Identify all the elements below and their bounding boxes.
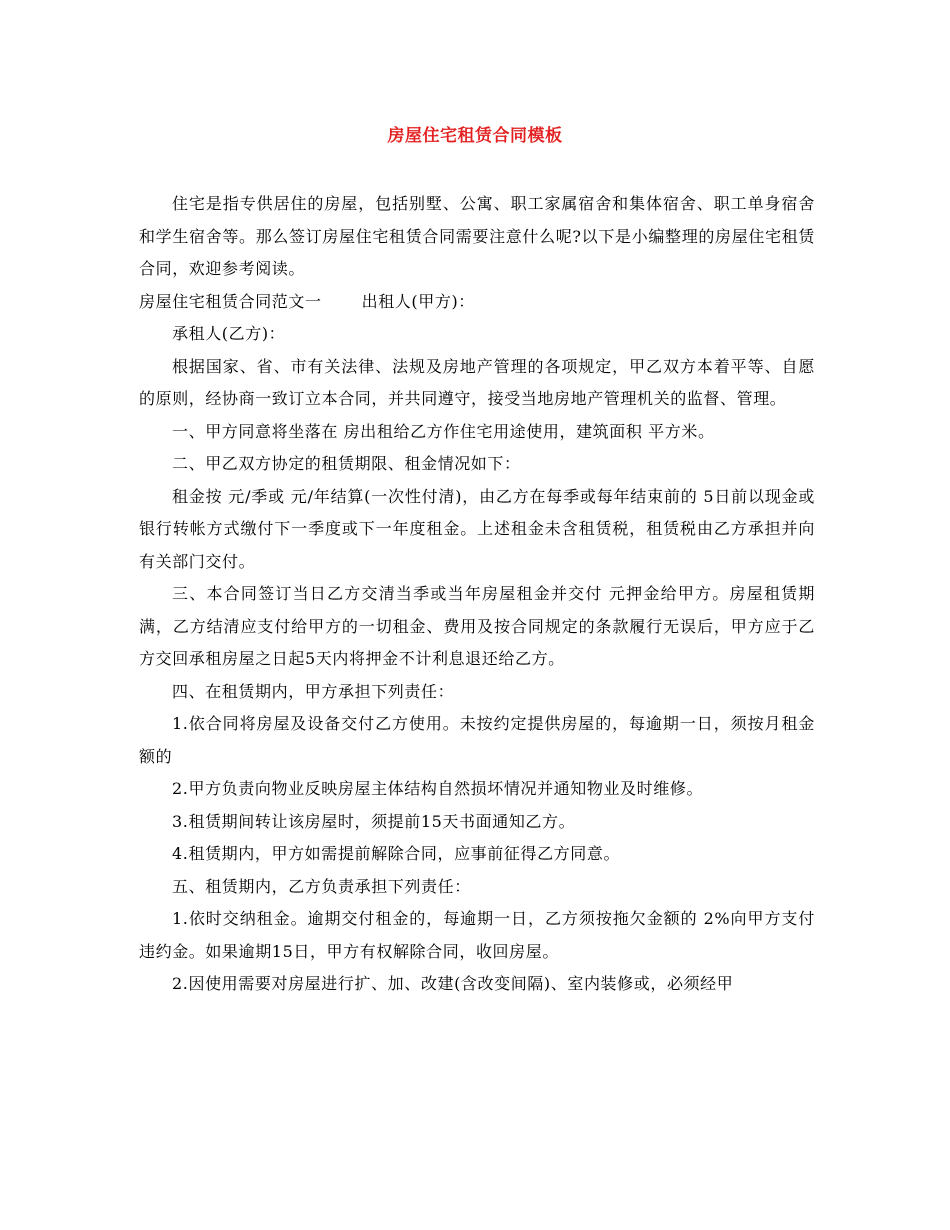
clause-4-item: 3.租赁期间转让该房屋时，须提前15天书面通知乙方。 [172,811,576,831]
preamble-paragraph: 根据国家、省、市有关法律、法规及房地产管理的各项规定，甲乙双方本着平等、自愿的原则，经协商一致订立本合同，并共同遵守，接受当地房地产管理机关的监督、管理。 [139,356,815,408]
clause-1: 一、甲方同意将坐落在 房出租给乙方作住宅用途使用，建筑面积 平方米。 [172,421,715,441]
clause-5: 五、租赁期内，乙方负责承担下列责任： [172,876,471,896]
lessor-label: 出租人(甲方)： [361,291,475,311]
clause-4-item: 4.租赁期内，甲方如需提前解除合同，应事前征得乙方同意。 [172,844,621,863]
sample-heading-line [139,286,815,319]
clause-2-detail: 租金按 元/季或 元/年结算(一次性付清)，由乙方在每季或每年结束前的 5日前以现金或银行转帐方式缴付下一季度或下一年度租金。上述租金未含租赁税，租赁税由乙方承担并向有关部门交付。 [139,486,815,571]
clause-4: 四、在租赁期内，甲方承担下列责任： [172,681,455,701]
clause-5-item: 2.因使用需要对房屋进行扩、加、改建(含改变间隔)、室内装修或，必须经甲 [172,974,734,993]
clause-4-item: 1.依合同将房屋及设备交付乙方使用。未按约定提供房屋的，每逾期一日，须按月租金额的 [139,714,815,766]
document-title: 房屋住宅租赁合同模板 [387,126,563,146]
clause-2: 二、甲乙双方协定的租赁期限、租金情况如下： [172,454,521,473]
document-body [139,188,815,1001]
sample-heading: 房屋住宅租赁合同范文一 [139,291,322,311]
clause-3: 三、本合同签订当日乙方交清当季或当年房屋租金并交付 元押金给甲方。房屋租赁期满，乙方结清应支付给甲方的一切租金、费用及按合同规定的条款履行无误后，甲方应于乙方交回承租房屋之日起5天内将押金不计利息退还给乙方。 [139,584,815,668]
clause-5-item: 1.依时交纳租金。逾期交付租金的，每逾期一日，乙方须按拖欠金额的 2%向甲方支付违约金。如果逾期15日，甲方有权解除合同，收回房屋。 [139,909,815,961]
clause-4-item: 2.甲方负责向物业反映房屋主体结构自然损坏情况并通知物业及时维修。 [172,779,704,798]
intro-paragraph: 住宅是指专供居住的房屋，包括别墅、公寓、职工家属宿舍和集体宿舍、职工单身宿舍和学生宿舍等。那么签订房屋住宅租赁合同需要注意什么呢?以下是小编整理的房屋住宅租赁合同，欢迎参考阅读。 [139,194,815,278]
lessee-label: 承租人(乙方)： [172,324,286,343]
